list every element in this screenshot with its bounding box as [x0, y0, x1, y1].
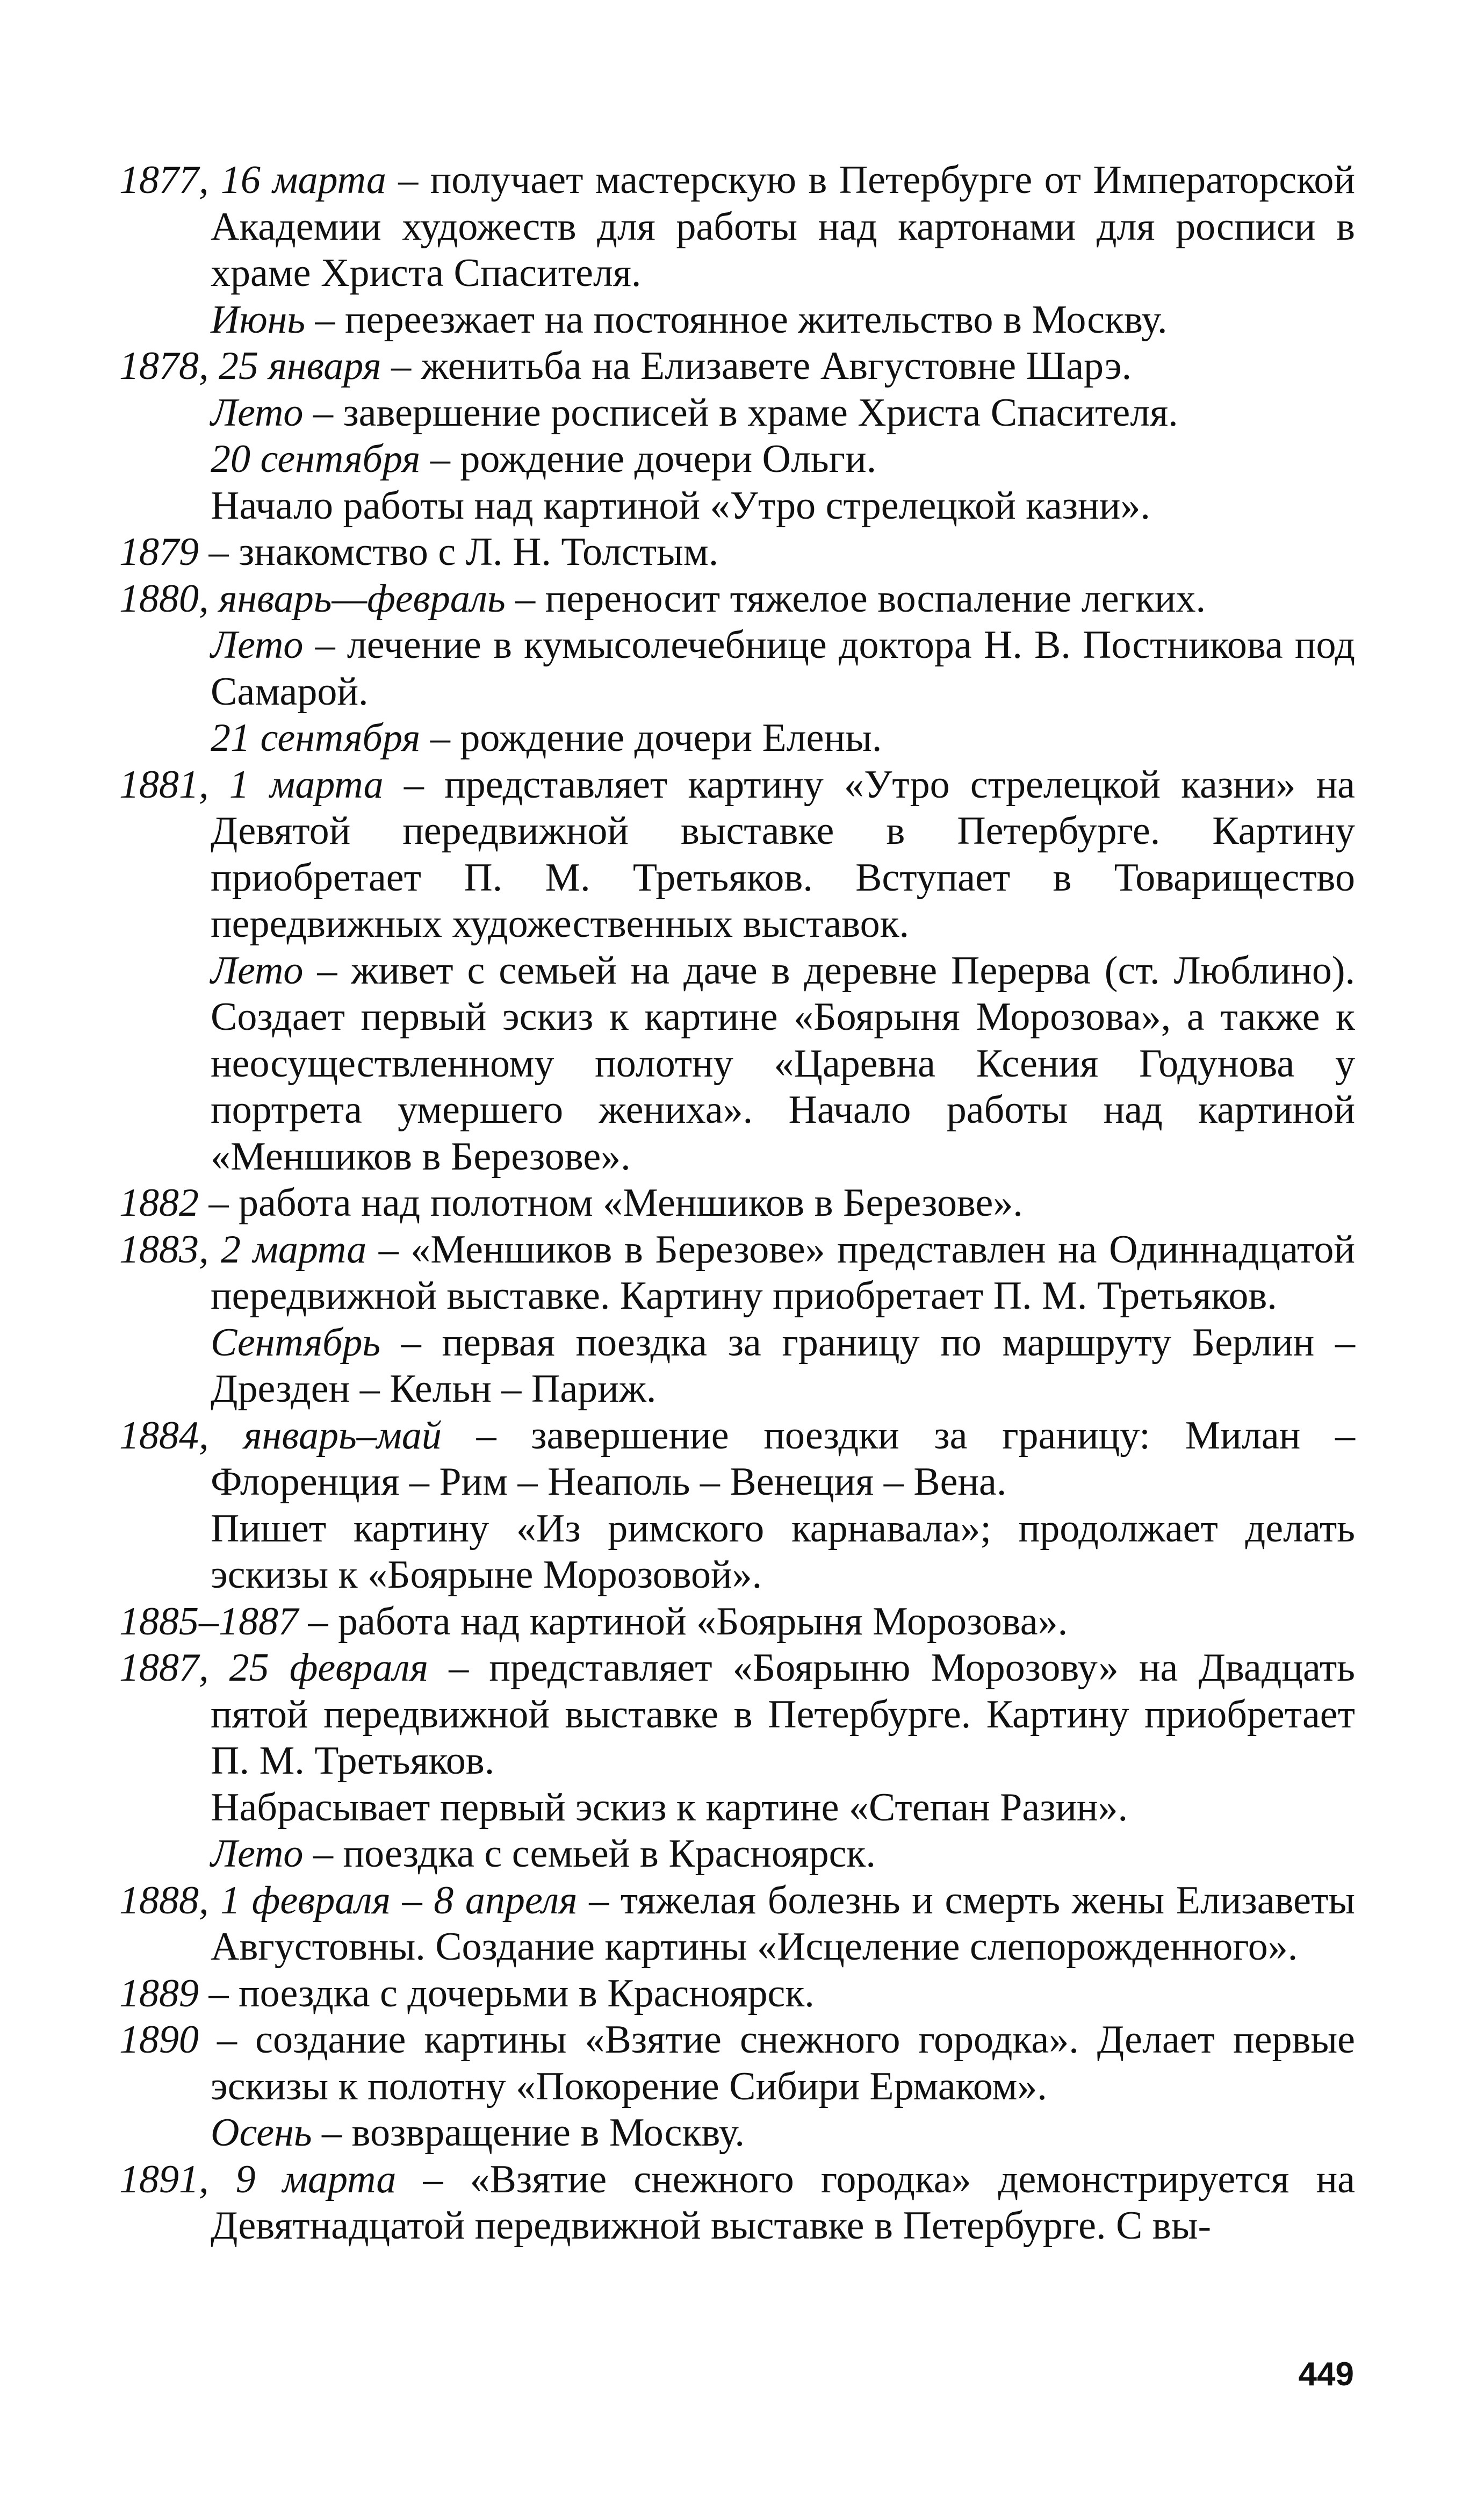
- chronology-entry: [119, 1598, 1355, 1645]
- entry-subparagraph: [119, 2110, 1355, 2156]
- entry-text: – переносит тяжелое воспаление легких.: [505, 576, 1206, 621]
- entry-paragraph: [119, 343, 1355, 390]
- entry-date: Сентябрь: [211, 1320, 381, 1365]
- entry-paragraph: [119, 1180, 1355, 1227]
- entry-text: – представляет картину «Утро стрелецкой казни» на Девятой передвижной выставке в Петербурге. Картину приобретает П. М. Третьяков. Вступает в Товарищество передвижных художественных выставок.: [211, 762, 1356, 946]
- entry-text: – рождение дочери Елены.: [420, 716, 882, 760]
- entry-date: 21 сентября: [211, 716, 421, 760]
- entry-subparagraph: [119, 1784, 1355, 1831]
- entry-date: Лето: [211, 1832, 304, 1876]
- entry-date: Лето: [211, 948, 304, 993]
- chronology-entry: [119, 343, 1355, 529]
- chronology-entry: [119, 576, 1355, 762]
- entry-date: Осень: [211, 2111, 312, 2155]
- entry-subparagraph: [119, 948, 1355, 1180]
- entry-date: Лето: [211, 623, 304, 667]
- entry-date: 1879: [119, 530, 199, 574]
- entry-text: – рождение дочери Ольги.: [420, 437, 877, 481]
- entry-text: – завершение поездки за границу: Милан – Флоренция – Рим – Неаполь – Венеция – Вена.: [211, 1413, 1355, 1504]
- entry-text: – тяжелая болезнь и смерть жены Елизаветы Августовны. Создание картины «Исцеление слепорожденного».: [211, 1878, 1356, 1969]
- entry-text: – представляет «Боярыню Морозову» на Двадцать пятой передвижной выставке в Петербурге. Картину приобретает П. М. Третьяков.: [211, 1646, 1355, 1783]
- entry-date: 1881, 1 марта: [119, 762, 384, 807]
- entry-text: Пишет картину «Из римского карнавала»; продолжает делать эскизы к «Боярыне Морозовой».: [211, 1506, 1355, 1597]
- entry-paragraph: [119, 1227, 1355, 1319]
- entry-text: – первая поездка за границу по маршруту Берлин – Дрезден – Кельн – Париж.: [211, 1320, 1355, 1411]
- entry-date: 1884, январь–май: [119, 1413, 442, 1458]
- chronology-entry: [119, 2156, 1355, 2249]
- entry-date: 1885–1887: [119, 1599, 298, 1644]
- entry-text: – возвращение в Москву.: [312, 2111, 745, 2155]
- entry-subparagraph: [119, 1505, 1355, 1598]
- chronology-entry: [119, 1645, 1355, 1877]
- entry-text: – работа над полотном «Меншиков в Березове».: [199, 1181, 1023, 1225]
- entry-subparagraph: [119, 390, 1355, 436]
- chronology-entry: [119, 1180, 1355, 1227]
- chronology-list: [119, 157, 1355, 2249]
- entry-date: 1887, 25 февраля: [119, 1646, 429, 1690]
- entry-date: 1891, 9 марта: [119, 2157, 397, 2201]
- entry-date: 1880, январь—февраль: [119, 576, 506, 621]
- entry-paragraph: [119, 529, 1355, 576]
- entry-text: – женитьба на Елизавете Августовне Шарэ.: [381, 344, 1132, 388]
- entry-paragraph: [119, 2017, 1355, 2110]
- entry-text: – «Взятие снежного городка» демонстрируется на Девятнадцатой передвижной выставке в Петербурге. С вы-: [211, 2157, 1355, 2248]
- entry-paragraph: [119, 1877, 1355, 1970]
- entry-text: – поездка с дочерьми в Красноярск.: [199, 1971, 815, 2016]
- chronology-entry: [119, 1970, 1355, 2017]
- entry-paragraph: [119, 1598, 1355, 1645]
- entry-text: – работа над картиной «Боярыня Морозова».: [298, 1599, 1068, 1644]
- entry-text: – завершение росписей в храме Христа Спасителя.: [303, 390, 1178, 435]
- entry-date: Июнь: [211, 297, 306, 342]
- entry-text: – получает мастерскую в Петербурге от Императорской Академии художеств для работы над картонами для росписи в храме Христа Спасителя.: [211, 158, 1356, 295]
- chronology-entry: [119, 762, 1355, 1180]
- entry-paragraph: [119, 157, 1355, 297]
- entry-subparagraph: [119, 1831, 1355, 1877]
- entry-text: – «Меншиков в Березове» представлен на Одиннадцатой передвижной выставке. Картину приобретает П. М. Третьяков.: [211, 1227, 1355, 1318]
- entry-date: Лето: [211, 390, 304, 435]
- entry-date: 1890: [119, 2018, 199, 2062]
- entry-text: Начало работы над картиной «Утро стрелецкой казни».: [211, 483, 1150, 528]
- chronology-entry: [119, 1412, 1355, 1598]
- entry-date: 1889: [119, 1971, 199, 2016]
- entry-subparagraph: [119, 483, 1355, 529]
- entry-text: – создание картины «Взятие снежного городка». Делает первые эскизы к полотну «Покорение Сибири Ермаком».: [199, 2018, 1355, 2108]
- entry-date: 1877, 16 марта: [119, 158, 386, 202]
- entry-paragraph: [119, 1412, 1355, 1505]
- entry-date: 1883, 2 марта: [119, 1227, 367, 1272]
- entry-subparagraph: [119, 436, 1355, 483]
- chronology-entry: [119, 2017, 1355, 2156]
- chronology-entry: [119, 1877, 1355, 1970]
- entry-text: – лечение в кумысолечебнице доктора Н. В. Постникова под Самарой.: [211, 623, 1355, 714]
- entry-text: – живет с семьей на даче в деревне Перерва (ст. Люблино). Создает первый эскиз к картине «Боярыня Морозова», а также к неосуществленному полотну «Царевна Ксения Годунова у портрета умершего жениха». Начало работы над картиной «Меншиков в Березове».: [211, 948, 1355, 1179]
- entry-subparagraph: [119, 1319, 1355, 1412]
- entry-date: 1888, 1 февраля – 8 апреля: [119, 1878, 578, 1923]
- entry-date: 1878, 25 января: [119, 344, 381, 388]
- entry-text: – знакомство с Л. Н. Толстым.: [199, 530, 719, 574]
- chronology-entry: [119, 157, 1355, 343]
- entry-paragraph: [119, 1970, 1355, 2017]
- entry-text: Набрасывает первый эскиз к картине «Степан Разин».: [211, 1785, 1128, 1830]
- entry-text: – поездка с семьей в Красноярск.: [303, 1832, 876, 1876]
- entry-paragraph: [119, 762, 1355, 948]
- entry-paragraph: [119, 576, 1355, 622]
- page-number: 449: [1298, 2356, 1354, 2393]
- entry-paragraph: [119, 2156, 1355, 2249]
- entry-date: 1882: [119, 1181, 199, 1225]
- entry-subparagraph: [119, 297, 1355, 343]
- chronology-entry: [119, 529, 1355, 576]
- entry-date: 20 сентября: [211, 437, 421, 481]
- entry-paragraph: [119, 1645, 1355, 1784]
- entry-subparagraph: [119, 622, 1355, 715]
- entry-text: – переезжает на постоянное жительство в Москву.: [305, 297, 1168, 342]
- chronology-entry: [119, 1227, 1355, 1412]
- entry-subparagraph: [119, 715, 1355, 762]
